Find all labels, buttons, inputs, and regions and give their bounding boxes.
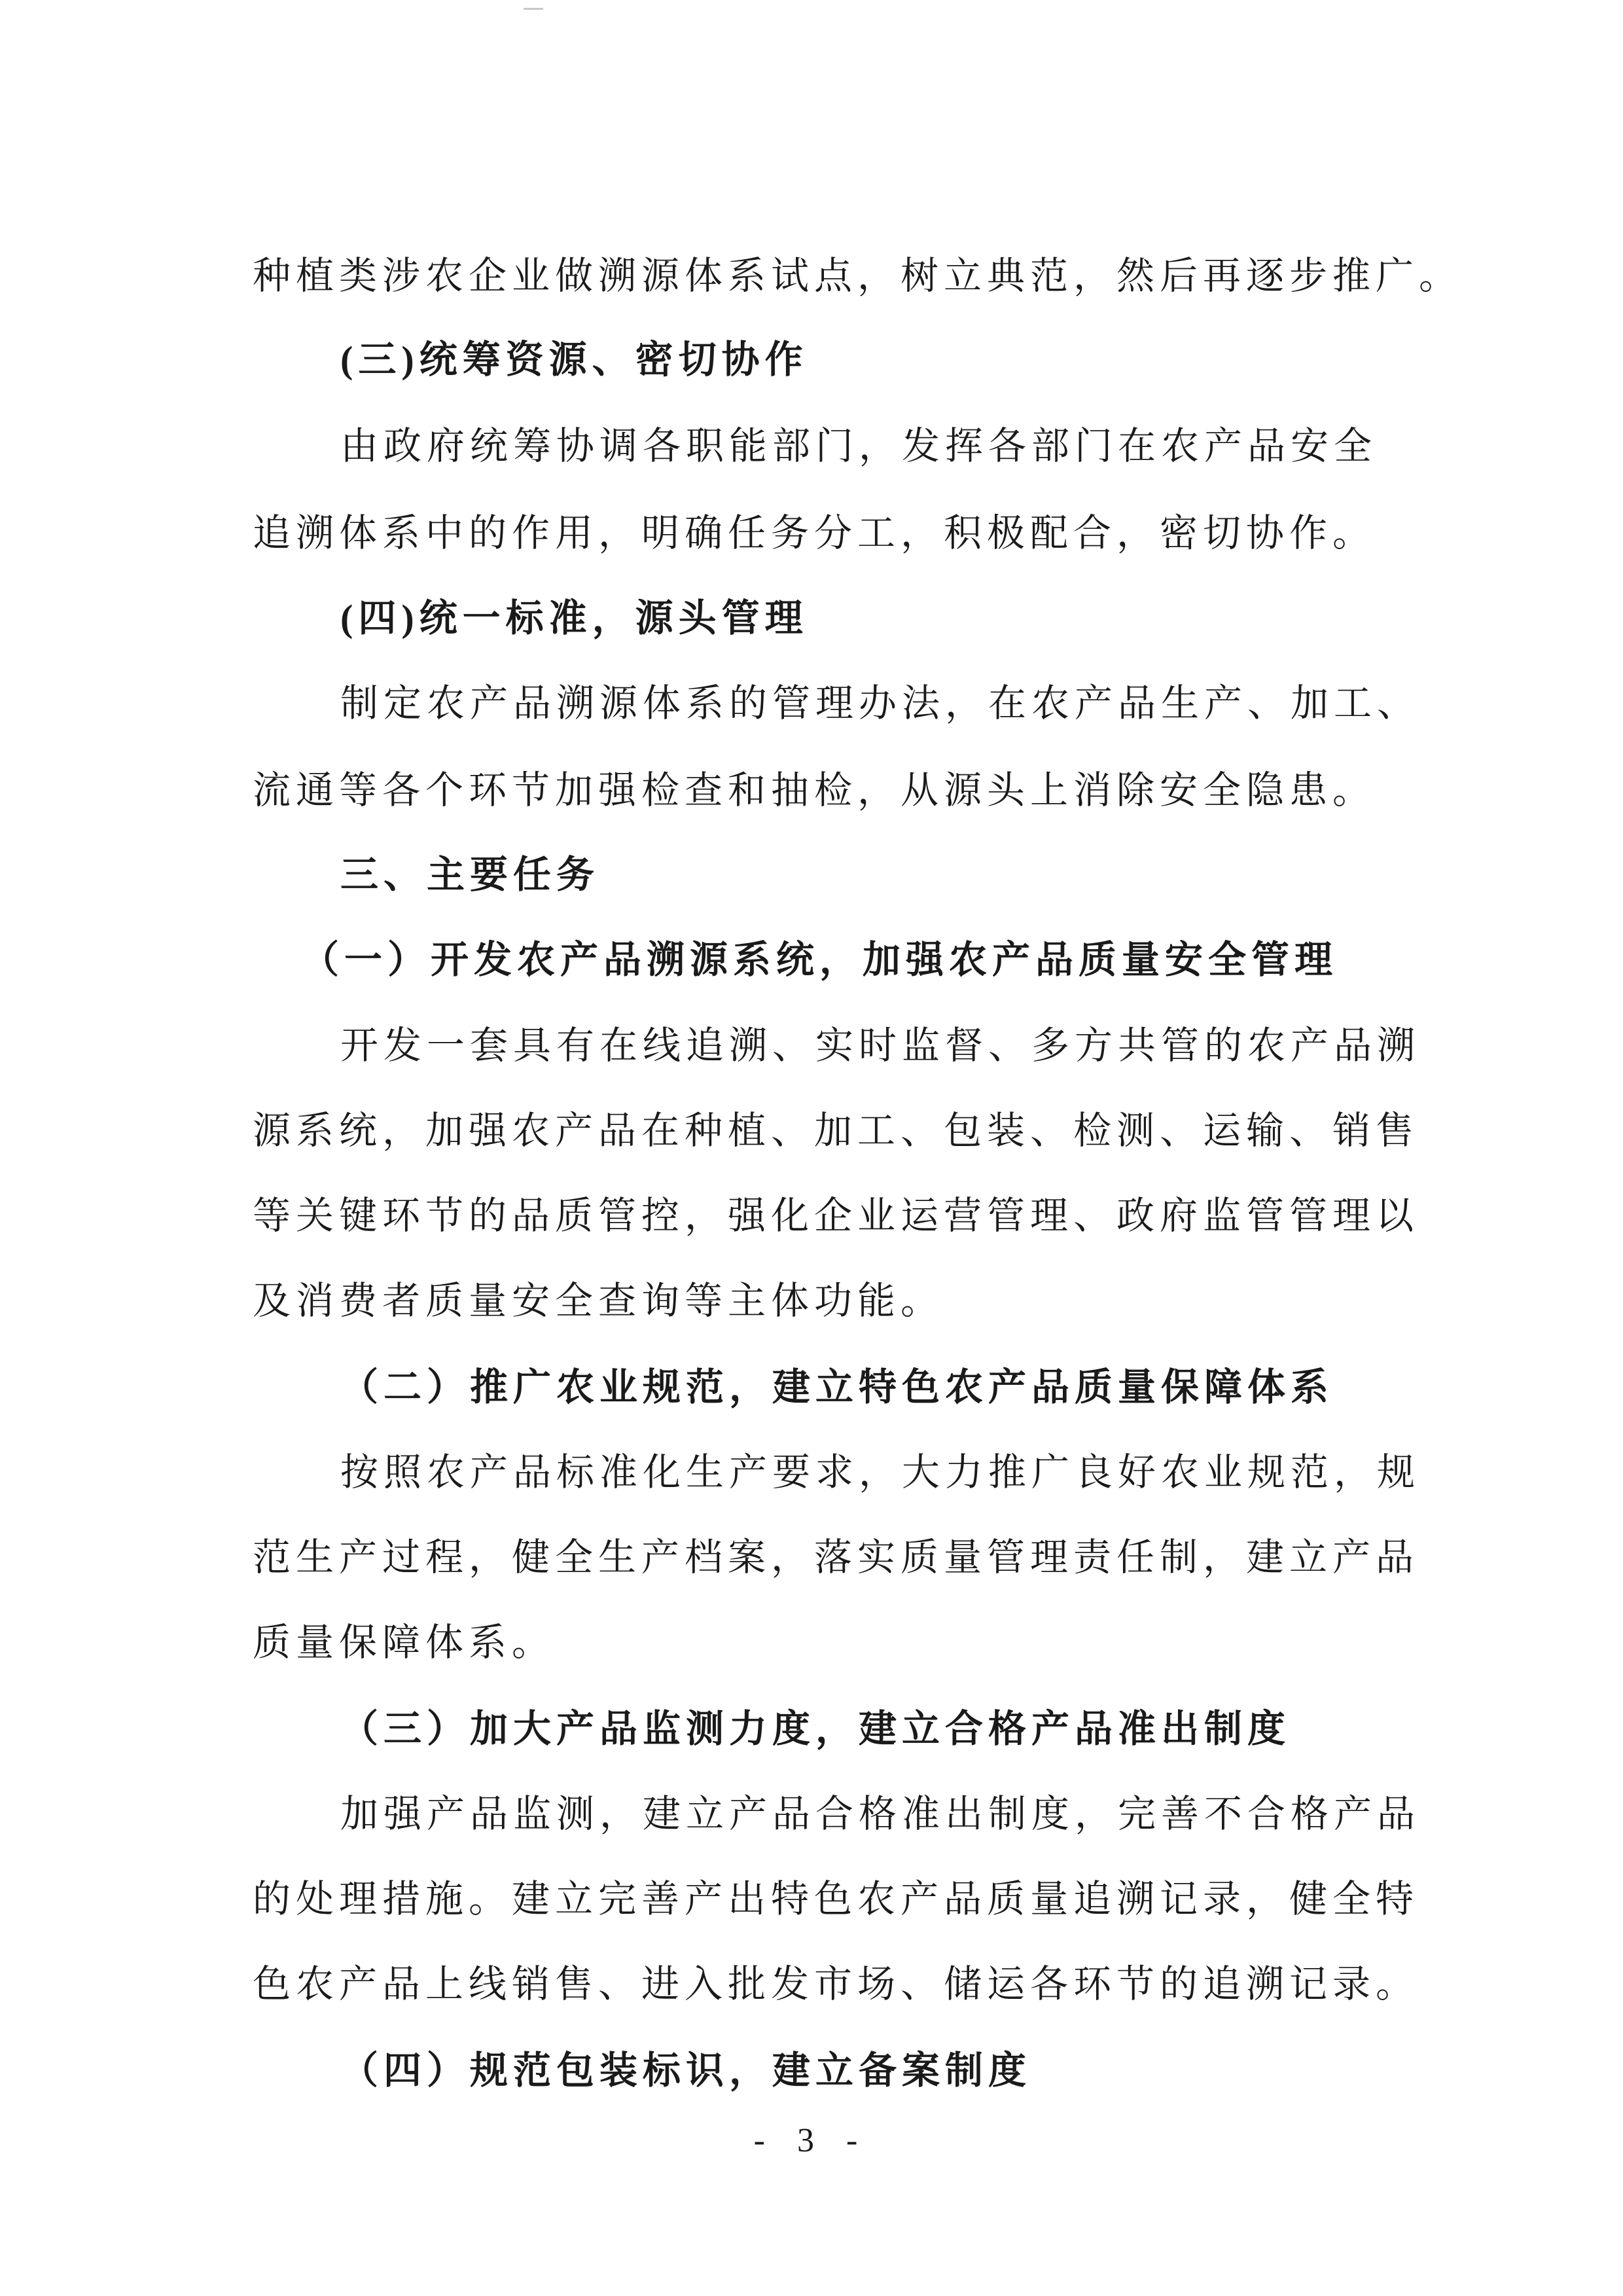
section-heading: 三、主要任务: [340, 853, 600, 896]
body-paragraph-line: 等关键环节的品质管控，强化企业运营管理、政府监管管理以: [253, 1194, 1419, 1237]
body-paragraph-line: 源系统，加强农产品在种植、加工、包装、检测、运输、销售: [253, 1109, 1419, 1152]
body-paragraph-line: 追溯体系中的作用，明确任务分工，积极配合，密切协作。: [253, 512, 1376, 554]
body-paragraph-line: 加强产品监测，建立产品合格准出制度，完善不合格产品: [340, 1793, 1421, 1835]
body-paragraph-line: 的处理措施。建立完善产出特色农产品质量追溯记录，健全特: [253, 1878, 1419, 1920]
body-paragraph-line: 质量保障体系。: [253, 1621, 556, 1664]
body-paragraph-line: 范生产过程，健全生产档案，落实质量管理责任制，建立产品: [253, 1536, 1419, 1579]
body-paragraph-line: 按照农产品标准化生产要求，大力推广良好农业规范，规: [340, 1451, 1421, 1494]
scan-mark: [524, 8, 543, 10]
body-paragraph-line: 开发一套具有在线追溯、实时监督、多方共管的农产品溯: [340, 1024, 1421, 1067]
body-paragraph-line: 制定农产品溯源体系的管理办法，在农产品生产、加工、: [340, 682, 1421, 725]
body-paragraph-line: 流通等各个环节加强检查和抽检，从源头上消除安全隐患。: [253, 769, 1376, 812]
subsection-heading: （四）规范包装标识，建立备案制度: [340, 2049, 1032, 2092]
body-paragraph-line: 色农产品上线销售、进入批发市场、储运各环节的追溯记录。: [253, 1963, 1419, 2005]
page-number: - 3 -: [753, 2122, 870, 2159]
subsection-heading: （三）加大产品监测力度，建立合格产品准出制度: [340, 1708, 1291, 1750]
body-paragraph-line: 及消费者质量安全查询等主体功能。: [253, 1280, 944, 1322]
subsection-heading: (四)统一标准，源头管理: [340, 597, 808, 639]
subsection-heading: (三)统筹资源、密切协作: [340, 338, 808, 381]
subsection-heading: （一）开发农产品溯源系统，加强农产品质量安全管理: [301, 939, 1338, 981]
body-paragraph-line: 种植类涉农企业做溯源体系试点，树立典范，然后再逐步推广。: [253, 255, 1463, 297]
subsection-heading: （二）推广农业规范，建立特色农产品质量保障体系: [340, 1366, 1334, 1408]
body-paragraph-line: 由政府统筹协调各职能部门，发挥各部门在农产品安全: [340, 425, 1378, 467]
